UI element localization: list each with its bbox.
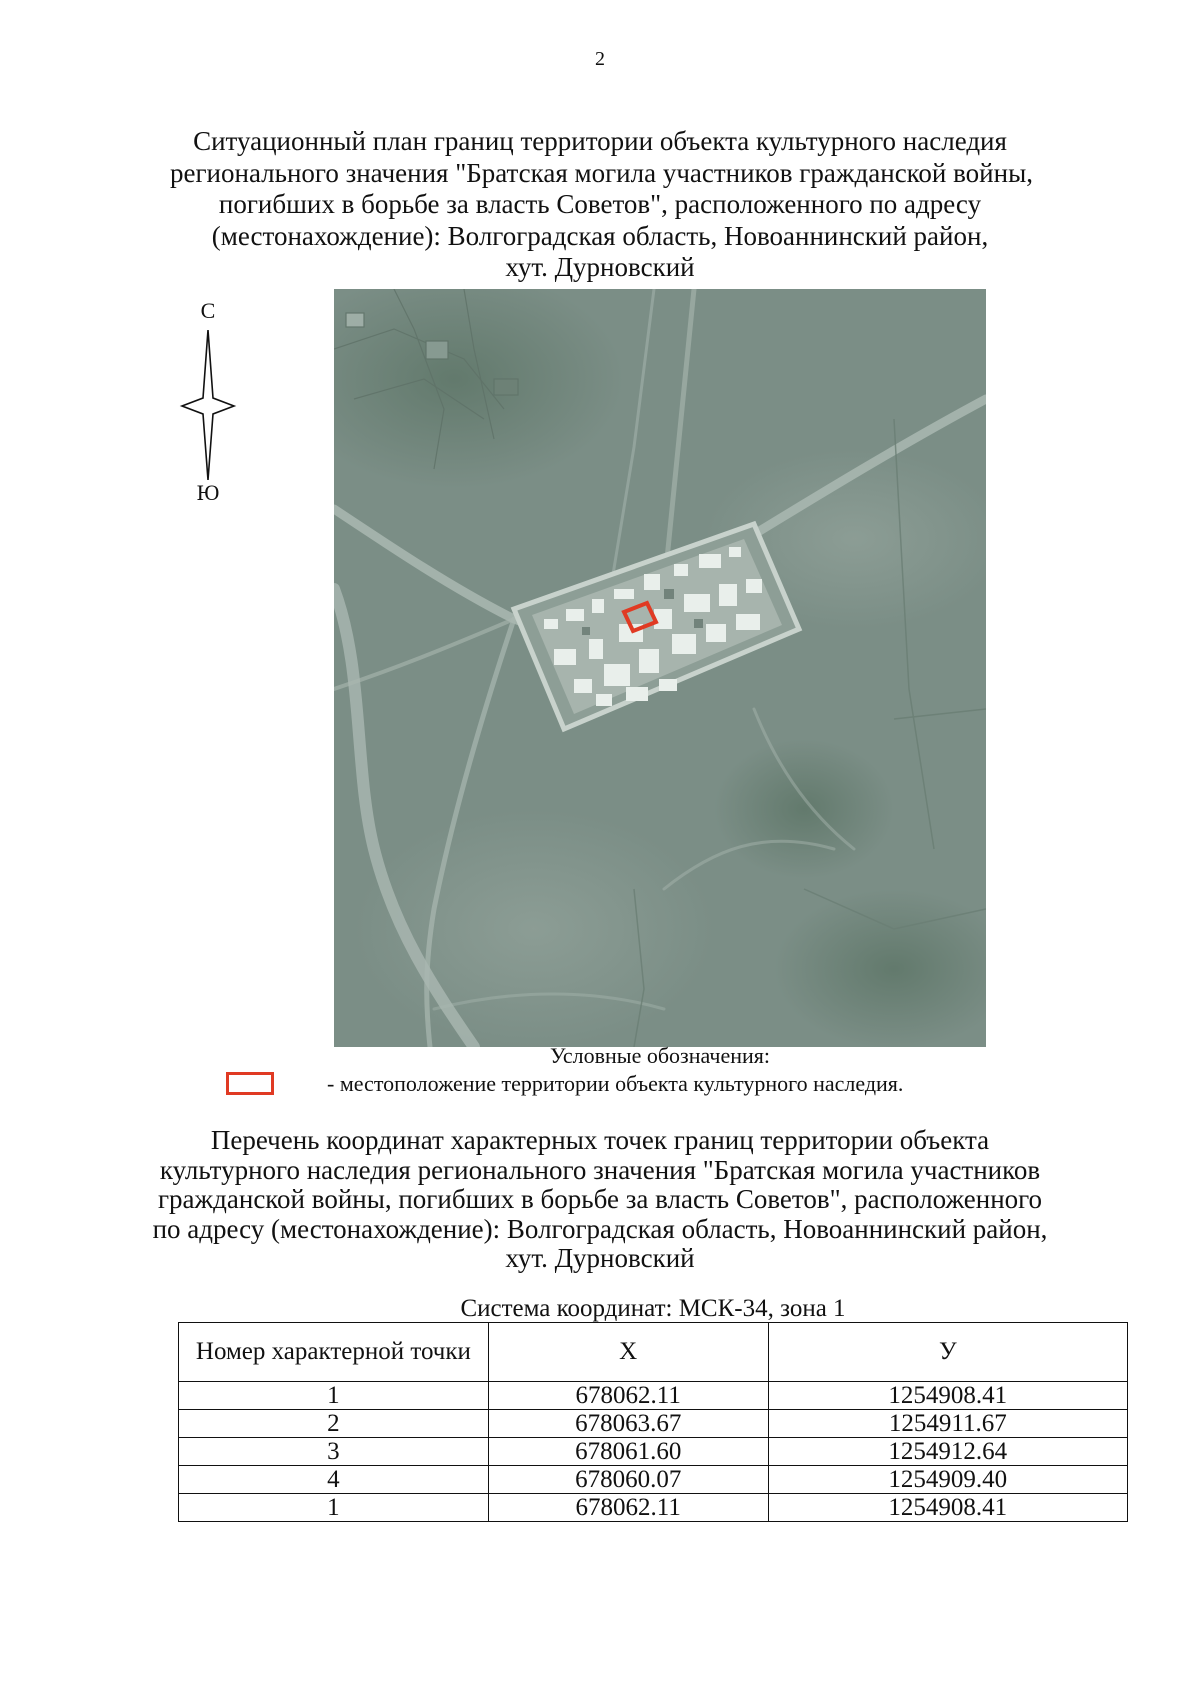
table-row <box>179 1382 1128 1410</box>
plan-title-line: регионального значения "Братская могила участников гражданской войны, <box>170 157 1033 188</box>
y-cell: 1254909.40 <box>768 1466 1127 1494</box>
coordinates-list-title <box>150 1126 1050 1274</box>
list-title-line: культурного наследия регионального значения "Братская могила участников <box>159 1154 1041 1185</box>
x-cell: 678061.60 <box>488 1438 768 1466</box>
x-cell: 678060.07 <box>488 1466 768 1494</box>
legend-title: Условные обозначения: <box>549 1043 771 1068</box>
plan-title-line: Ситуационный план границ территории объекта культурного наследия <box>193 126 1007 156</box>
list-title-line: гражданской войны, погибших в борьбе за власть Советов", расположенного <box>157 1184 1043 1214</box>
y-cell: 1254911.67 <box>768 1410 1127 1438</box>
x-cell: 678062.11 <box>488 1382 768 1410</box>
legend-swatch <box>226 1072 274 1095</box>
x-cell: 678062.11 <box>488 1494 768 1522</box>
point-number-cell: 1 <box>179 1382 489 1410</box>
plan-title-line: (местонахождение): Волгоградская область, Новоаннинский район, <box>211 220 989 251</box>
y-cell: 1254908.41 <box>768 1382 1127 1410</box>
table-header-row <box>179 1323 1128 1382</box>
point-number-cell: 4 <box>179 1466 489 1494</box>
plan-title-line: хут. Дурновский <box>505 252 695 282</box>
compass-rose-icon <box>178 330 238 480</box>
header-x: X <box>488 1323 768 1382</box>
satellite-map <box>334 289 986 1047</box>
table-row <box>179 1438 1128 1466</box>
list-title-line: хут. Дурновский <box>505 1243 695 1273</box>
table-row <box>179 1466 1128 1494</box>
south-label: Ю <box>196 480 220 505</box>
list-title-line: по адресу (местонахождение): Волгоградская область, Новоаннинский район, <box>152 1213 1048 1244</box>
north-arrow <box>178 298 238 505</box>
point-number-cell: 1 <box>179 1494 489 1522</box>
table-row <box>179 1410 1128 1438</box>
legend-item: - местоположение территории объекта культурного наследия. <box>327 1071 904 1096</box>
table-row <box>179 1494 1128 1522</box>
page-number: 2 <box>595 48 605 70</box>
x-cell: 678063.67 <box>488 1410 768 1438</box>
plan-title <box>170 126 1033 284</box>
coordinates-table <box>178 1322 1128 1522</box>
y-cell: 1254908.41 <box>768 1494 1127 1522</box>
header-y: У <box>768 1323 1127 1382</box>
y-cell: 1254912.64 <box>768 1438 1127 1466</box>
list-title-line: Перечень координат характерных точек границ территории объекта <box>210 1125 990 1155</box>
coordinate-system-caption: Система координат: МСК-34, зона 1 <box>460 1295 846 1322</box>
header-point-number: Номер характерной точки <box>179 1323 489 1382</box>
point-number-cell: 2 <box>179 1410 489 1438</box>
plan-title-line: погибших в борьбе за власть Советов", расположенного по адресу <box>218 189 982 219</box>
point-number-cell: 3 <box>179 1438 489 1466</box>
north-label: С <box>200 298 216 323</box>
satellite-image <box>334 289 986 1047</box>
